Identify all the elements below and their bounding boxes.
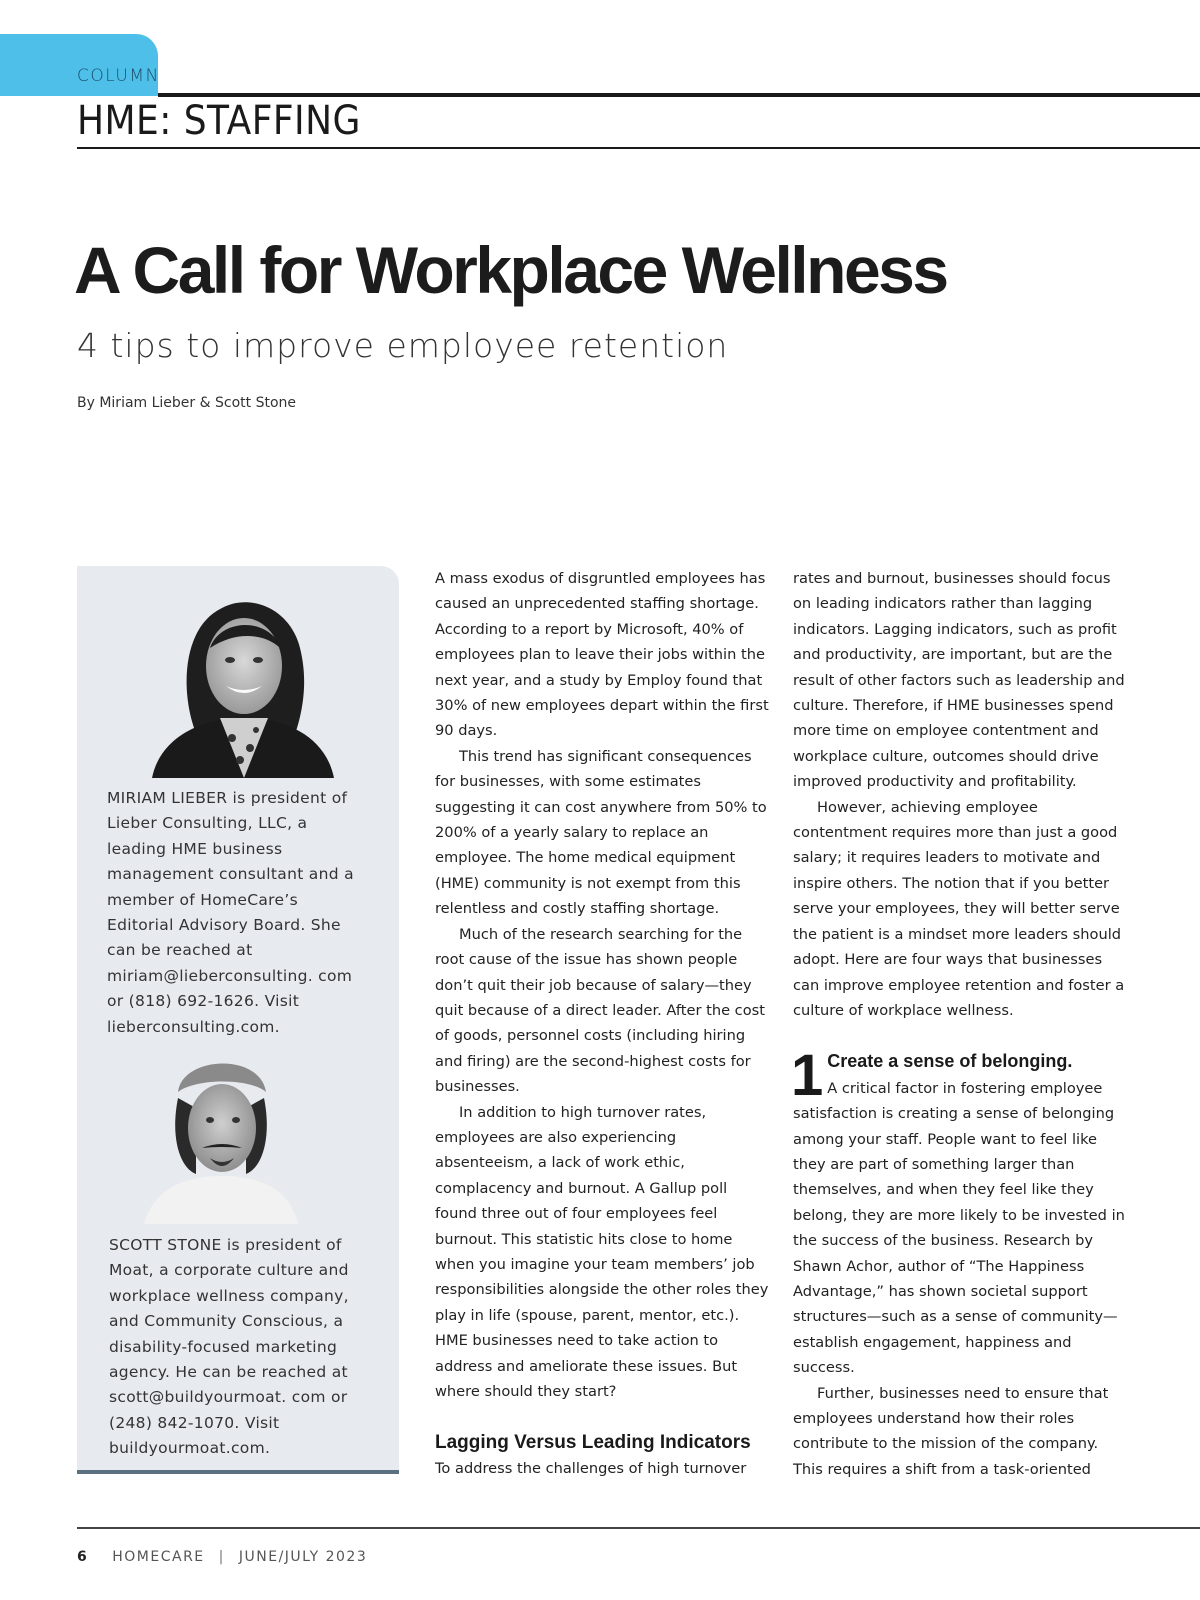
portrait-man-icon bbox=[140, 1048, 302, 1224]
body-paragraph: However, achieving employee contentment requires more than just a good salary; it requires leaders to motivate and inspire others. The notion that if you better serve your employees, they will better serve the patient is a mindset more leaders should adopt. Here are four ways that businesses can improve employee retention and foster a culture of workplace wellness. bbox=[793, 798, 1125, 1019]
page-number: 6 bbox=[77, 1549, 89, 1565]
body-paragraph: A mass exodus of disgruntled employees has caused an unprecedented staffing shortage. According to a report by Microsoft, 40% of employees plan to leave their jobs within the next year, and a study by Employ found that 30% of new employees depart within the first 90 days. bbox=[435, 570, 769, 740]
header-rule-thin bbox=[77, 147, 1200, 149]
body-paragraph: To address the challenges of high turnover bbox=[435, 1459, 747, 1477]
subhead-indicators: Lagging Versus Leading Indicators bbox=[435, 1432, 751, 1454]
page-footer bbox=[77, 1549, 367, 1565]
portrait-woman-icon bbox=[150, 588, 336, 778]
sidebar-bottom-rule bbox=[77, 1470, 399, 1474]
article-headline: A Call for Workplace Wellness bbox=[74, 233, 947, 307]
body-paragraph: In addition to high turnover rates, employees are also experiencing absenteeism, a lack of work ethic, complacency and burnout. A Gallup poll found three out of four employees feel burnout. This statistic hits close to home when you imagine your team members’ job responsibilities alongside the other roles they play in life (spouse, parent, mentor, etc.). HME businesses need to take action to address and ameliorate these issues. But where should they start? bbox=[435, 1103, 769, 1400]
tip-number: 1 bbox=[791, 1043, 824, 1109]
issue-date: JUNE/JULY 2023 bbox=[238, 1549, 368, 1565]
column-label: COLUMN bbox=[77, 66, 160, 86]
column-tab bbox=[0, 34, 158, 96]
author-bio-stone: SCOTT STONE is president of Moat, a corporate culture and workplace wellness company, and Community Conscious, a disability-focused marketing agency. He can be reached at scott@buildyourmoat. com or (248) 842-1070. Visit buildyourmoat.com. bbox=[109, 1236, 349, 1458]
body-paragraph: rates and burnout, businesses should focus on leading indicators rather than lagging indicators. Lagging indicators, such as profit and productivity, are important, but are the result of other factors such as leadership and culture. Therefore, if HME businesses spend more time on employee contentment and workplace culture, outcomes should drive improved productivity and profitability. bbox=[793, 570, 1125, 791]
tip-text: A critical factor in fostering employee satisfaction is creating a sense of belonging among your staff. People want to feel like they are part of something larger than themselves, and when they feel like they belong, they are more likely to be invested in the success of the business. Research by Shawn Achor, author of “The Happiness Advantage,” has shown societal support structures—such as a sense of community—establish engagement, happiness and success. bbox=[793, 1079, 1125, 1377]
header-rule-thick bbox=[158, 93, 1200, 97]
article-deck: 4 tips to improve employee retention bbox=[77, 326, 729, 365]
tip-1 bbox=[791, 1043, 1127, 1380]
tip-title: Create a sense of belonging. bbox=[827, 1051, 1073, 1072]
author-bio-lieber: MIRIAM LIEBER is president of Lieber Consulting, LLC, a leading HME business management consultant and a member of HomeCare’s Editorial Advisory Board. She can be reached at miriam@lieberconsulting. com or (818) 692-1626. Visit lieberconsulting.com. bbox=[107, 789, 354, 1036]
publication-name: HOMECARE bbox=[112, 1549, 205, 1565]
article-byline: By Miriam Lieber & Scott Stone bbox=[77, 395, 297, 411]
body-paragraph: Further, businesses need to ensure that employees understand how their roles contribute to the mission of the company. This requires a shift from a task-oriented bbox=[793, 1384, 1109, 1478]
section-title: HME: STAFFING bbox=[77, 98, 361, 144]
footer-rule bbox=[77, 1527, 1200, 1529]
article-column-1 bbox=[435, 566, 769, 1481]
article-column-2 bbox=[793, 566, 1127, 1482]
body-paragraph: Much of the research searching for the root cause of the issue has shown people don’t quit their job because of salary—they quit because of a direct leader. After the cost of goods, personnel costs (including hiring and firing) are the second-highest costs for businesses. bbox=[435, 925, 765, 1096]
body-paragraph: This trend has significant consequences for businesses, with some estimates suggesting it can cost anywhere from 50% to 200% of a yearly salary to replace an employee. The home medical equipment (HME) community is not exempt from this relentless and costly staffing shortage. bbox=[435, 747, 767, 918]
footer-separator: | bbox=[218, 1549, 225, 1565]
